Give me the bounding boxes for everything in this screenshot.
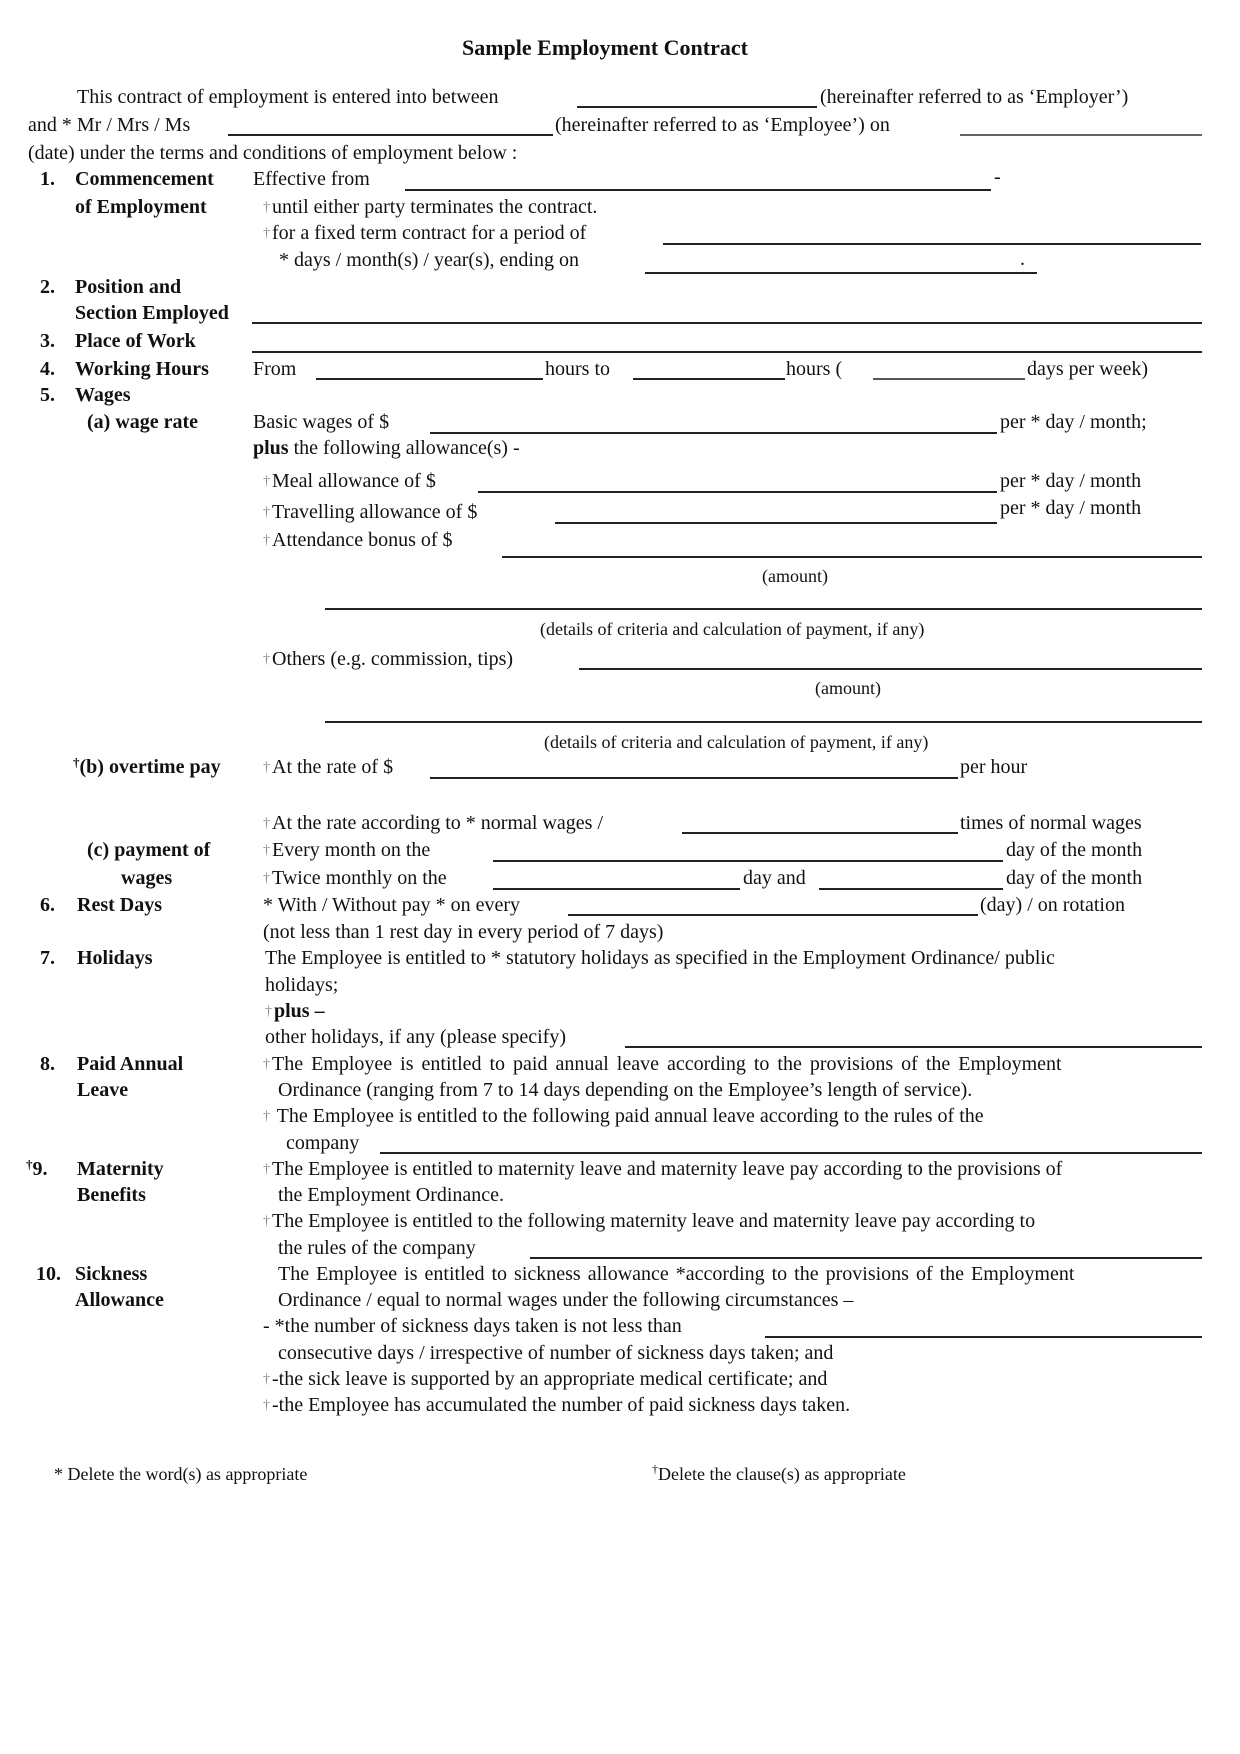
annual-leave-clause	[263, 1052, 1062, 1079]
monthly-payday-field[interactable]	[493, 860, 1003, 862]
employer-name-field[interactable]	[577, 106, 817, 108]
travel-allowance-field[interactable]	[555, 522, 997, 524]
section-number	[26, 1157, 48, 1183]
clause-text: -the sick leave is supported by an appropriate medical certificate; and	[272, 1368, 828, 1390]
section-label: Working Hours	[75, 358, 209, 380]
intro-text: (hereinafter referred to as ‘Employee’) on	[555, 114, 890, 136]
position-field[interactable]	[252, 322, 1202, 324]
contract-date-field[interactable]	[960, 134, 1202, 136]
clause-text: for a fixed term contract for a period of	[272, 222, 587, 244]
dagger-icon: †	[263, 474, 270, 489]
footnote-dagger	[652, 1462, 906, 1488]
first-payday-field[interactable]	[493, 888, 740, 890]
day-of-month-label: day of the month	[1006, 867, 1143, 889]
plus-text: plus	[253, 437, 289, 459]
section-label: Sickness	[75, 1263, 148, 1285]
subsection-label: wages	[121, 867, 173, 889]
section-number: 7.	[40, 947, 55, 969]
sickness-text: The Employee is entitled to sickness allowance *according to the provisions of the Employment	[278, 1263, 1075, 1285]
dagger-icon: †	[263, 871, 270, 886]
sickness-text: consecutive days / irrespective of number of sickness days taken; and	[278, 1342, 834, 1364]
clause-text: Twice monthly on the	[272, 867, 447, 889]
period-units-text: * days / month(s) / year(s), ending on	[279, 249, 579, 271]
annual-leave-text: Ordinance (ranging from 7 to 14 days depending on the Employee’s length of service).	[278, 1079, 973, 1101]
overtime-normal-rate-label	[263, 811, 603, 838]
dagger-icon: †	[263, 533, 270, 548]
clause-text: Every month on the	[272, 839, 431, 861]
section-number: 10.	[36, 1263, 61, 1285]
attendance-bonus-details-field[interactable]	[325, 608, 1202, 610]
dagger-icon: †	[263, 505, 270, 520]
rest-day-field[interactable]	[568, 914, 978, 916]
rest-day-pay-text: * With / Without pay * on every	[263, 894, 521, 916]
subsection-text: (b) overtime pay	[79, 756, 221, 778]
basic-wages-field[interactable]	[430, 432, 997, 434]
subsection-label: (c) payment of	[87, 839, 211, 861]
dagger-icon: †	[263, 843, 270, 858]
section-number: 4.	[40, 358, 55, 380]
per-day-month-label: per * day / month	[1000, 470, 1142, 492]
clause-text: At the rate according to * normal wages /	[272, 812, 603, 834]
section-number: 1.	[40, 168, 55, 190]
plus-allowances-text	[253, 436, 520, 460]
dagger-icon: †	[265, 1004, 272, 1019]
holidays-plus	[265, 999, 325, 1026]
intro-text: and * Mr / Mrs / Ms	[28, 114, 191, 136]
dagger-icon: †	[652, 1462, 658, 1476]
place-of-work-field[interactable]	[252, 351, 1202, 353]
dagger-icon: †	[263, 652, 270, 667]
holidays-text: The Employee is entitled to * statutory holidays as specified in the Employment Ordinance/ public	[265, 947, 1055, 969]
dagger-icon: †	[263, 226, 270, 241]
amount-caption: (amount)	[815, 678, 881, 698]
clause-text: Others (e.g. commission, tips)	[272, 648, 514, 670]
per-day-month-label: per * day / month	[1000, 497, 1142, 519]
clause-text: Attendance bonus of $	[272, 529, 453, 551]
plus-text: plus –	[274, 1000, 325, 1022]
clause-text: Meal allowance of $	[272, 470, 436, 492]
end-date-field[interactable]	[645, 272, 1037, 274]
sickness-text: Ordinance / equal to normal wages under the following circumstances –	[278, 1289, 854, 1311]
dagger-icon: †	[263, 1162, 270, 1177]
holidays-text: holidays;	[265, 974, 339, 996]
others-label	[263, 647, 513, 674]
rest-day-note: (not less than 1 rest day in every period of 7 days)	[263, 921, 664, 943]
section-number: 3.	[40, 330, 55, 352]
clause-text: Travelling allowance of $	[272, 501, 478, 523]
section-label: Place of Work	[75, 330, 196, 352]
dagger-icon: †	[263, 1057, 270, 1072]
overtime-multiplier-field[interactable]	[682, 832, 958, 834]
other-holidays-field[interactable]	[625, 1046, 1202, 1048]
annual-leave-company-clause	[263, 1104, 984, 1131]
dagger-icon: †	[263, 1109, 270, 1124]
subsection-label	[73, 755, 221, 781]
section-label: Allowance	[75, 1289, 164, 1311]
dagger-icon: †	[73, 755, 80, 770]
clause-fixed-term	[263, 221, 586, 248]
every-month-label	[263, 838, 430, 865]
clause-until-terminated	[263, 195, 597, 222]
hours-to-label: hours to	[545, 358, 610, 380]
dagger-icon: †	[263, 1214, 270, 1229]
from-label: From	[253, 358, 297, 380]
overtime-rate-label	[263, 755, 393, 782]
days-per-week-label: days per week)	[1027, 358, 1149, 380]
second-payday-field[interactable]	[819, 888, 1003, 890]
hours-to-field[interactable]	[633, 378, 785, 380]
section-label: Section Employed	[75, 302, 229, 324]
section-label: Commencement	[75, 168, 214, 190]
maternity-text: the rules of the company	[278, 1237, 476, 1259]
intro-text: (date) under the terms and conditions of employment below :	[28, 142, 518, 164]
effective-from-field[interactable]	[405, 189, 991, 191]
dagger-icon: †	[263, 816, 270, 831]
sickness-days-field[interactable]	[765, 1336, 1202, 1338]
section-number-text: 9.	[32, 1158, 48, 1180]
section-number: 8.	[40, 1053, 55, 1075]
effective-from-label: Effective from	[253, 168, 370, 190]
other-holidays-label: other holidays, if any (please specify)	[265, 1026, 567, 1048]
company-annual-leave-field[interactable]	[380, 1152, 1202, 1154]
others-details-field[interactable]	[325, 721, 1202, 723]
dash: -	[994, 166, 1001, 188]
section-label: Paid Annual	[77, 1053, 184, 1075]
dagger-icon: †	[26, 1157, 33, 1172]
allowances-text: the following allowance(s) -	[288, 437, 520, 459]
day-rotation-label: (day) / on rotation	[980, 894, 1125, 916]
day-of-month-label: day of the month	[1006, 839, 1143, 861]
clause-text: The Employee is entitled to paid annual leave according to the provisions of the Employment	[272, 1053, 1062, 1075]
per-day-month-label: per * day / month;	[1000, 411, 1147, 433]
company-label: company	[286, 1132, 360, 1154]
page-title: Sample Employment Contract	[462, 35, 748, 60]
sickness-days-label: - *the number of sickness days taken is not less than	[263, 1315, 682, 1337]
clause-text: until either party terminates the contract.	[272, 196, 598, 218]
amount-caption: (amount)	[762, 566, 828, 586]
travel-allowance-label	[263, 500, 477, 527]
maternity-text: the Employment Ordinance.	[278, 1184, 505, 1206]
others-amount-field[interactable]	[579, 668, 1202, 670]
meal-allowance-label	[263, 469, 436, 496]
dagger-icon: †	[263, 200, 270, 215]
times-normal-label: times of normal wages	[960, 812, 1142, 834]
employee-name-field[interactable]	[228, 134, 553, 136]
company-maternity-field[interactable]	[530, 1257, 1202, 1259]
section-label: Maternity	[77, 1158, 164, 1180]
hours-from-field[interactable]	[316, 378, 543, 380]
footnote-asterisk: * Delete the word(s) as appropriate	[54, 1464, 308, 1484]
maternity-company-clause	[263, 1209, 1035, 1236]
clause-text: -the Employee has accumulated the number of paid sickness days taken.	[272, 1394, 851, 1416]
section-number: 6.	[40, 894, 55, 916]
sickness-certificate-clause	[263, 1367, 827, 1394]
section-label: Leave	[77, 1079, 129, 1101]
sickness-accumulated-clause	[263, 1393, 850, 1420]
section-label: Rest Days	[77, 894, 162, 916]
clause-text: The Employee is entitled to maternity leave and maternity leave pay according to the provisions of	[272, 1158, 1063, 1180]
clause-text: The Employee is entitled to the following maternity leave and maternity leave pay according to	[272, 1210, 1036, 1232]
clause-text: The Employee is entitled to the following paid annual leave according to the rules of the	[276, 1105, 984, 1127]
section-number: 5.	[40, 384, 55, 406]
attendance-bonus-label	[263, 528, 453, 555]
section-label: Holidays	[77, 947, 153, 969]
subsection-label: (a) wage rate	[87, 411, 199, 433]
details-caption: (details of criteria and calculation of payment, if any)	[540, 619, 925, 639]
intro-text: This contract of employment is entered into between	[77, 86, 499, 108]
section-label: Wages	[75, 384, 131, 406]
clause-text: At the rate of $	[272, 756, 394, 778]
hours-open-label: hours (	[786, 358, 843, 380]
meal-allowance-field[interactable]	[478, 491, 997, 493]
period-end-dot: .	[1020, 248, 1025, 270]
basic-wages-label: Basic wages of $	[253, 411, 390, 433]
details-caption: (details of criteria and calculation of payment, if any)	[544, 732, 929, 752]
attendance-bonus-amount-field[interactable]	[502, 556, 1202, 558]
intro-text: (hereinafter referred to as ‘Employer’)	[820, 86, 1129, 108]
section-number: 2.	[40, 276, 55, 298]
section-label: of Employment	[75, 196, 207, 218]
dagger-icon: †	[263, 1398, 270, 1413]
footnote-text: Delete the clause(s) as appropriate	[658, 1464, 906, 1484]
section-label: Position and	[75, 276, 182, 298]
dagger-icon: †	[263, 760, 270, 775]
dagger-icon: †	[263, 1372, 270, 1387]
maternity-clause	[263, 1157, 1062, 1184]
per-hour-label: per hour	[960, 756, 1028, 778]
twice-monthly-label	[263, 866, 447, 893]
overtime-rate-field[interactable]	[430, 777, 958, 779]
fixed-term-period-field[interactable]	[663, 243, 1201, 245]
section-label: Benefits	[77, 1184, 146, 1206]
day-and-label: day and	[743, 867, 806, 889]
days-per-week-field[interactable]	[873, 378, 1025, 380]
